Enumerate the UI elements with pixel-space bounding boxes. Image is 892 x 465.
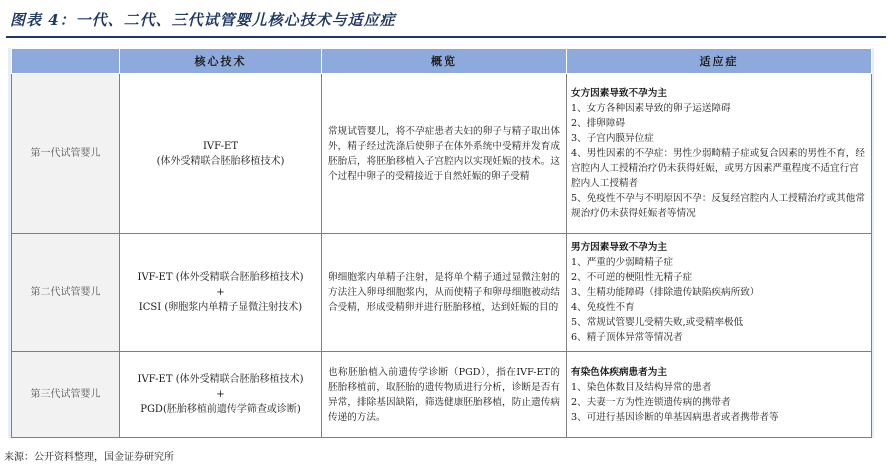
- tech-line: IVF-ET (体外受精联合胚胎移植技术): [137, 272, 304, 283]
- indications-cell: [567, 352, 872, 438]
- table-row: [12, 74, 872, 234]
- header-cell-indications: 适应症: [567, 49, 872, 74]
- indication-item: 4、免疫性不育: [571, 302, 635, 313]
- core-tech-cell: [120, 74, 322, 234]
- indication-item: 3、生精功能障碍（排除遗传缺陷疾病所致）: [571, 287, 760, 298]
- generation-cell: 第一代试管婴儿: [12, 74, 120, 234]
- indication-heading: 有染色体疾病患者为主: [571, 366, 667, 378]
- tech-plus: +: [216, 287, 225, 298]
- indication-item: 5、免疫性不孕与不明原因不孕：反复经宫腔内人工授精治疗或其他常规治疗仍未获得妊娠者等情况: [571, 193, 865, 219]
- tech-line: IVF-ET: [202, 140, 238, 152]
- indication-item: 1、染色体数目及结构异常的患者: [571, 381, 712, 393]
- source-note: 来源：公开资料整理，国金证券研究所: [4, 452, 174, 463]
- overview-cell: 也称胚胎植入前遗传学诊断（PGD），指在IVF-ET的胚胎移植前，取胚胎的遗传物质进行分析，诊断是否有异常，排除基因缺陷，筛选健康胚胎移植，防止遗传病传递的方法。: [322, 352, 567, 438]
- header-row: [12, 49, 872, 74]
- tech-plus: +: [216, 389, 225, 400]
- overview-cell: 常规试管婴儿，将不孕症患者夫妇的卵子与精子取出体外，精子经过洗涤后使卵子在体外系统中受精并发育成胚胎后，将胚胎移植入子宫腔内以实现妊娠的技术。这个过程中卵子的受精接近于自然妊娠的卵子受精: [322, 74, 567, 234]
- indication-heading: 男方因素导致不孕为主: [571, 242, 667, 253]
- indication-item: 1、女方各种因素导致的卵子运送障碍: [571, 103, 731, 114]
- ivf-comparison-table: [11, 48, 872, 438]
- overview-cell: 卵细胞浆内单精子注射，是将单个精子通过显微注射的方法注入卵母细胞浆内，从而使精子和卵母细胞被动结合受精，形成受精卵并进行胚胎移植，达到妊娠的目的: [322, 234, 567, 352]
- tech-line: (体外受精联合胚胎移植技术): [156, 155, 285, 167]
- header-cell-core-tech: 核心技术: [120, 49, 322, 74]
- tech-line: PGD(胚胎移植前遗传学筛查或诊断): [140, 404, 301, 415]
- title-divider: [6, 36, 886, 38]
- indication-heading: 女方因素导致不孕为主: [571, 88, 667, 99]
- indications-cell: [567, 74, 872, 234]
- indication-item: 2、夫妻一方为性连锁遗传病的携带者: [571, 396, 731, 408]
- indication-item: 1、严重的少弱畸精子症: [571, 257, 674, 268]
- table-row: [12, 352, 872, 438]
- indication-item: 3、可进行基因诊断的单基因病患者或者携带者等: [571, 411, 779, 423]
- tech-line: IVF-ET (体外受精联合胚胎移植技术): [137, 374, 304, 385]
- core-tech-cell: [120, 234, 322, 352]
- indication-item: 2、不可逆的梗阻性无精子症: [571, 272, 693, 283]
- table-container: [8, 48, 874, 438]
- indication-item: 3、子宫内膜异位症: [571, 133, 654, 144]
- header-cell-overview: 概览: [322, 49, 567, 74]
- indication-item: 4、男性因素的不孕症：男性少弱畸精子症或复合因素的男性不育，经宫腔内人工授精治疗仍未获得妊娠，或男方因素严重程度不适宜行宫腔内人工授精者: [571, 148, 865, 189]
- indication-item: 6、精子顶体异常等情况者: [571, 332, 683, 343]
- generation-cell: 第三代试管婴儿: [12, 352, 120, 438]
- indication-item: 5、常规试管婴儿受精失败,或受精率极低: [571, 317, 744, 328]
- indication-item: 2、排卵障碍: [571, 118, 626, 129]
- table-row: [12, 234, 872, 352]
- generation-cell: 第二代试管婴儿: [12, 234, 120, 352]
- indications-cell: [567, 234, 872, 352]
- figure-title: 图表 4：一代、二代、三代试管婴儿核心技术与适应症: [10, 11, 396, 29]
- tech-line: ICSI (卵胞浆内单精子显微注射技术): [138, 302, 303, 313]
- header-cell-generation: [12, 49, 120, 74]
- core-tech-cell: [120, 352, 322, 438]
